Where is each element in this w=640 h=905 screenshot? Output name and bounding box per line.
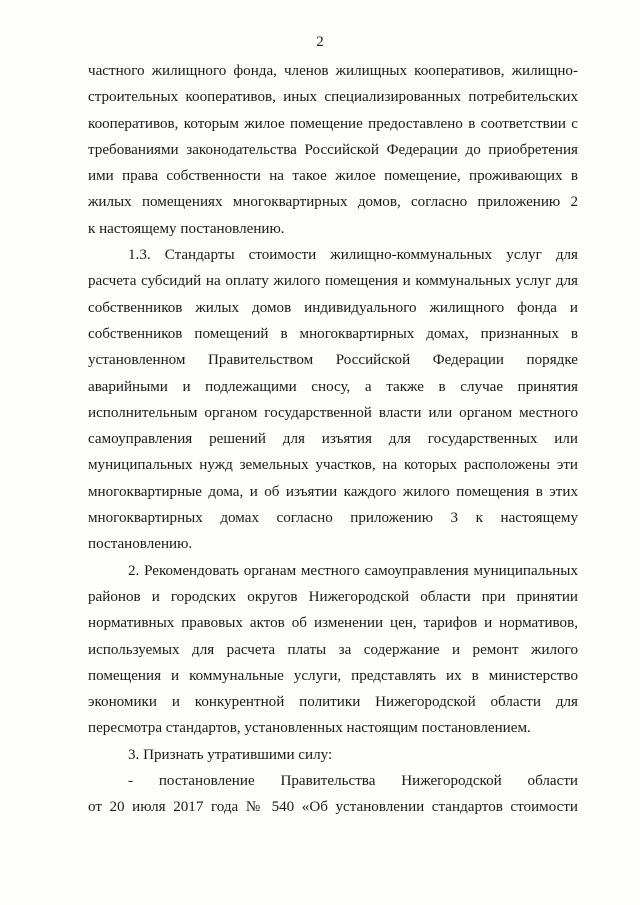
text-line: помещения и коммунальные услуги, представлять их в министерство: [88, 667, 578, 684]
text-line: установленном Правительством Российской Федерации порядке: [88, 352, 578, 369]
text-line: многоквартирные дома, и об изъятии каждого жилого помещения в этих: [88, 483, 578, 500]
text-line: районов и городских округов Нижегородской области при принятии: [88, 588, 578, 605]
text-line: - постановление Правительства Нижегородской области: [128, 773, 578, 790]
text-line: многоквартирных домах согласно приложению 3 к настоящему: [88, 510, 578, 527]
text-line: собственников жилых домов индивидуального жилищного фонда и: [88, 299, 578, 316]
text-line: муниципальных нужд земельных участков, на которых расположены эти: [88, 457, 578, 474]
text-line: жилых помещениях многоквартирных домов, согласно приложению 2: [88, 194, 578, 211]
document-body: [88, 58, 578, 821]
text-line: самоуправления решений для изъятия для государственных или: [88, 431, 578, 448]
text-line: аварийными и подлежащими сносу, а также в случае принятия: [88, 378, 578, 395]
text-line: 1.3. Стандарты стоимости жилищно-коммунальных услуг для: [128, 247, 578, 264]
text-line: ими права собственности на такое жилое помещение, проживающих в: [88, 168, 578, 185]
text-line: 3. Признать утратившими силу:: [128, 746, 333, 763]
text-line: частного жилищного фонда, членов жилищных кооперативов, жилищно-: [88, 63, 578, 79]
text-line: пересмотра стандартов, установленных настоящим постановлением.: [88, 720, 531, 737]
text-line: экономики и конкурентной политики Нижегородской области для: [88, 694, 578, 711]
text-line: строительных кооперативов, иных специализированных потребительских: [88, 89, 578, 106]
text-line: нормативных правовых актов об изменении цен, тарифов и нормативов,: [88, 615, 578, 632]
text-line: постановлению.: [88, 536, 193, 553]
text-line: 2. Рекомендовать органам местного самоуправления муниципальных: [128, 562, 578, 579]
page-number: 2: [316, 34, 324, 50]
text-line: кооперативов, которым жилое помещение предоставлено в соответствии с: [88, 115, 578, 132]
text-line: к настоящему постановлению.: [88, 220, 285, 237]
text-line: от 20 июля 2017 года № 540 «Об установлении стандартов стоимости: [88, 799, 578, 816]
text-line: исполнительным органом государственной власти или органом местного: [88, 404, 578, 421]
text-line: расчета субсидий на оплату жилого помещения и коммунальных услуг для: [88, 273, 578, 290]
text-line: собственников помещений в многоквартирных домах, признанных в: [88, 325, 578, 342]
text-line: используемых для расчета платы за содержание и ремонт жилого: [88, 641, 578, 658]
text-line: требованиями законодательства Российской Федерации до приобретения: [88, 141, 578, 158]
